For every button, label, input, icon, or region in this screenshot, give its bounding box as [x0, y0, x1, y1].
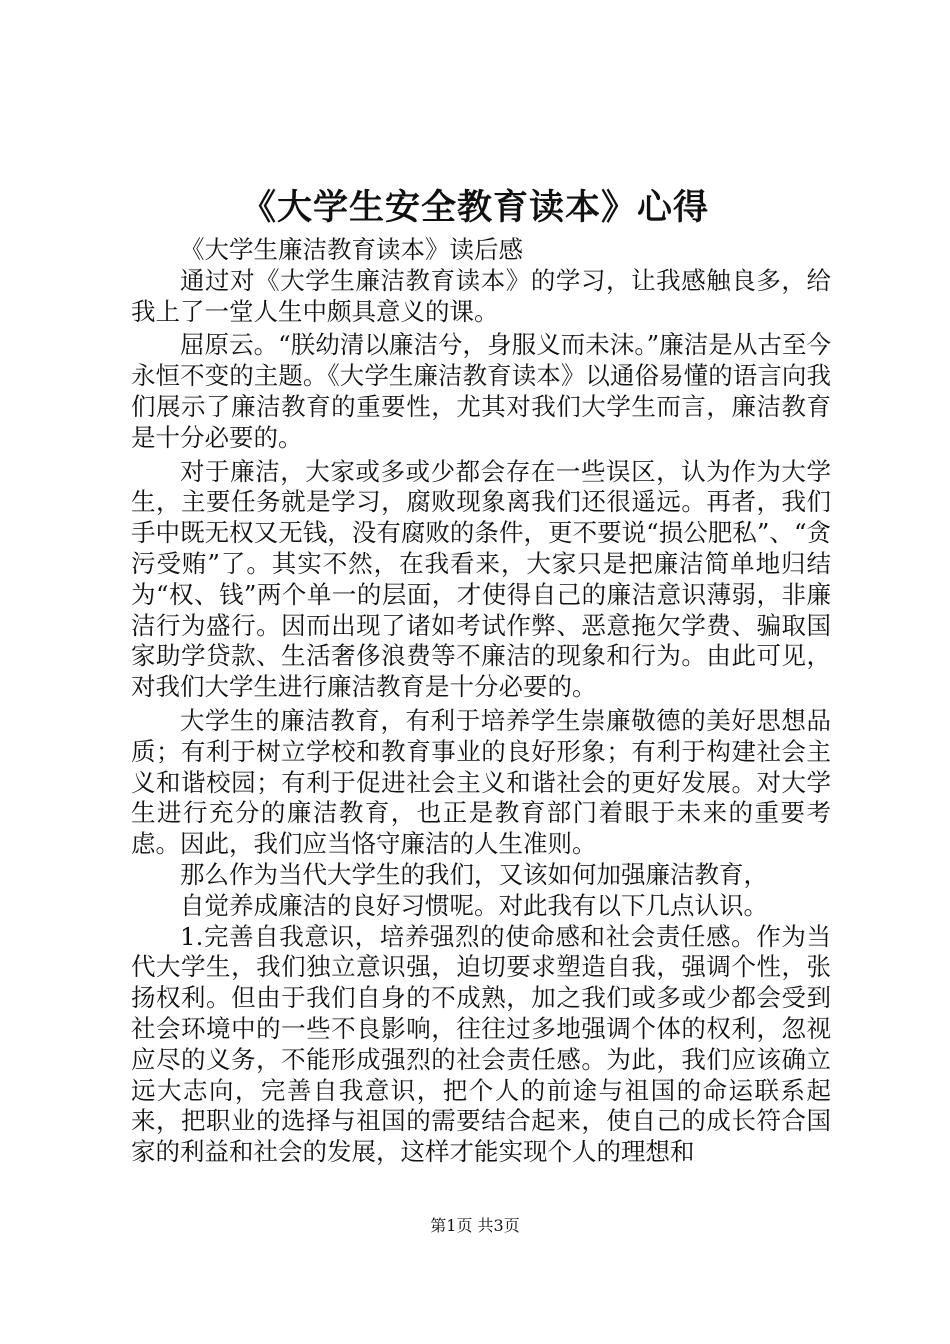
subtitle-paragraph: 《大学生廉洁教育读本》读后感 — [180, 235, 523, 264]
document-title: 《大学生安全教育读本》心得 — [240, 187, 709, 228]
body-paragraph: 那么作为当代大学生的我们，又该如何加强廉洁教育， — [180, 859, 768, 889]
body-paragraph: 大学生的廉洁教育，有利于培养学生崇廉敬德的美好思想品质；有利于树立学校和教育事业的良好形象；有利于构建社会主义和谐校园；有利于促进社会主义和谐社会的更好发展。对大学生进行充分的廉洁教育，也正是教育部门着眼于未来的重要考虑。因此，我们应当恪守廉洁的人生准则。 — [131, 705, 831, 859]
page-number-footer: 第1页 共3页 — [430, 1216, 520, 1235]
body-paragraph: 自觉养成廉洁的良好习惯呢。对此我有以下几点认识。 — [180, 890, 768, 920]
document-body — [131, 235, 831, 1168]
body-paragraph: 1.完善自我意识，培养强烈的使命感和社会责任感。作为当代大学生，我们独立意识强，迫切要求塑造自我，强调个性，张扬权利。但由于我们自身的不成熟，加之我们或多或少都会受到社会环境中的一些不良影响，往往过多地强调个体的权利，忽视应尽的义务，不能形成强烈的社会责任感。为此，我们应该确立远大志向，完善自我意识，把个人的前途与祖国的命运联系起来，把职业的选择与祖国的需要结合起来，使自己的成长符合国家的利益和社会的发展，这样才能实现个人的理想和 — [131, 921, 831, 1167]
body-paragraph: 屈原云。“朕幼清以廉洁兮，身服义而未沫。”廉洁是从古至今永恒不变的主题。《大学生廉洁教育读本》以通俗易懂的语言向我们展示了廉洁教育的重要性，尤其对我们大学生而言，廉洁教育是十分必要的。 — [131, 330, 831, 452]
body-paragraph: 通过对《大学生廉洁教育读本》的学习，让我感触良多，给我上了一堂人生中颇具意义的课。 — [131, 265, 831, 326]
body-paragraph: 对于廉洁，大家或多或少都会存在一些误区，认为作为大学生，主要任务就是学习，腐败现象离我们还很遥远。再者，我们手中既无权又无钱，没有腐败的条件，更不要说“损公肥私”、“贪污受贿”了。其实不然，在我看来，大家只是把廉洁简单地归结为“权、钱”两个单一的层面，才使得自己的廉洁意识薄弱，非廉洁行为盛行。因而出现了诸如考试作弊、恶意拖欠学费、骗取国家助学贷款、生活奢侈浪费等不廉洁的现象和行为。由此可见，对我们大学生进行廉洁教育是十分必要的。 — [131, 456, 831, 702]
